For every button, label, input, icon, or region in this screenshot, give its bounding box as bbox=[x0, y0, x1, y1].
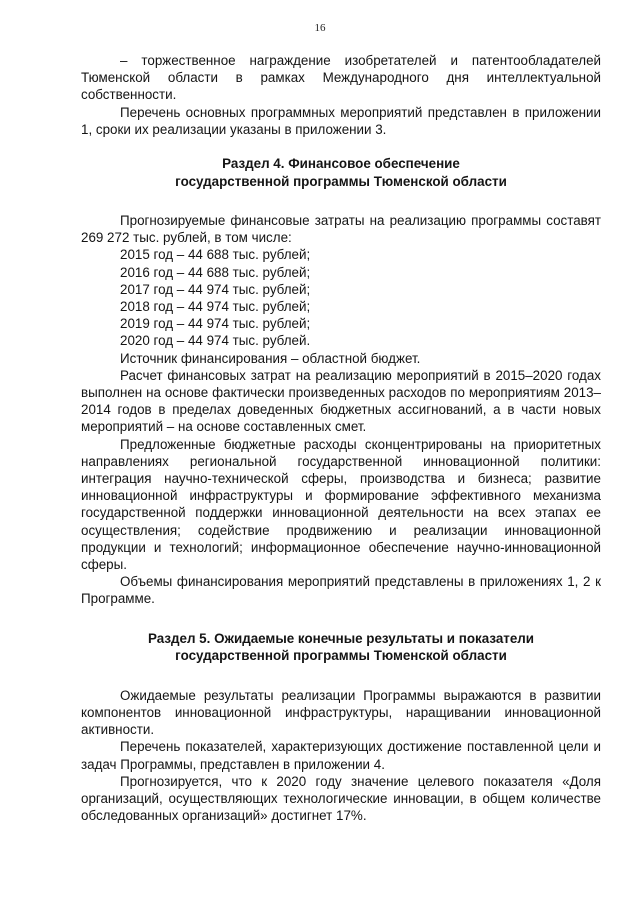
expected-results-paragraph: Ожидаемые результаты реализации Программы выражаются в развитии компонентов инновационной инфраструктуры, наращивании инновационной активности. bbox=[81, 687, 601, 738]
section-4-title: Раздел 4. Финансовое обеспечение bbox=[222, 156, 460, 172]
section-4-heading bbox=[81, 155, 601, 190]
funding-year-2018: 2018 год – 44 974 тыс. рублей; bbox=[120, 299, 311, 315]
page-number: 16 bbox=[314, 22, 326, 34]
total-costs-paragraph: Прогнозируемые финансовые затраты на реализацию программы составят 269 272 тыс. рублей, в том числе: bbox=[81, 213, 601, 246]
section-5-title: Раздел 5. Ожидаемые конечные результаты и показатели bbox=[147, 630, 535, 646]
program-list-paragraph: Перечень основных программных мероприятий представлен в приложении 1, сроки их реализации указаны в приложении 3. bbox=[81, 104, 601, 137]
section-5-subtitle: государственной программы Тюменской области bbox=[175, 648, 507, 664]
award-paragraph: – торжественное награждение изобретателей и патентообладателей Тюменской области в рамках Международного дня интеллектуальной собственности. bbox=[81, 53, 601, 103]
funding-volumes-paragraph: Объемы финансирования мероприятий представлены в приложениях 1, 2 к Программе. bbox=[81, 574, 601, 607]
section-5-heading bbox=[81, 630, 601, 665]
yearly-funding-list bbox=[81, 246, 601, 349]
document-body bbox=[81, 52, 601, 824]
indicators-paragraph: Перечень показателей, характеризующих достижение поставленной цели и задач Программы, представлен в приложении 4. bbox=[81, 739, 601, 772]
funding-year-2019: 2019 год – 44 974 тыс. рублей; bbox=[120, 316, 311, 332]
funding-year-2016: 2016 год – 44 688 тыс. рублей; bbox=[120, 264, 311, 280]
section-4-subtitle: государственной программы Тюменской области bbox=[175, 173, 507, 189]
funding-source-paragraph: Источник финансирования – областной бюджет. bbox=[120, 350, 421, 366]
calculation-paragraph: Расчет финансовых затрат на реализацию мероприятий в 2015–2020 годах выполнен на основе фактически произведенных расходов по мероприятиям 2013–2014 годов в пределах доведенных бюджетных ассигнований, а в части новых мероприятий – на основе составленных смет. bbox=[81, 367, 601, 435]
proposed-expenses-paragraph: Предложенные бюджетные расходы сконцентрированы на приоритетных направлениях региональной государственной инновационной политики: интеграция научно-технической сферы, производства и бизнеса; развитие инновационной инфраструктуры и формирование эффективного механизма государственной поддержки инновационной деятельности на всех этапах ее осуществления; содействие продвижению и реализации инновационной продукции и технологий; информационное обеспечение научно-инновационной сферы. bbox=[81, 436, 601, 573]
funding-year-2020: 2020 год – 44 974 тыс. рублей. bbox=[120, 333, 311, 349]
forecast-paragraph: Прогнозируется, что к 2020 году значение целевого показателя «Доля организаций, осуществляющих технологические инновации, в общем количестве обследованных организаций» достигнет 17%. bbox=[81, 773, 601, 824]
funding-year-2015: 2015 год – 44 688 тыс. рублей; bbox=[120, 247, 311, 263]
funding-year-2017: 2017 год – 44 974 тыс. рублей; bbox=[120, 281, 311, 297]
